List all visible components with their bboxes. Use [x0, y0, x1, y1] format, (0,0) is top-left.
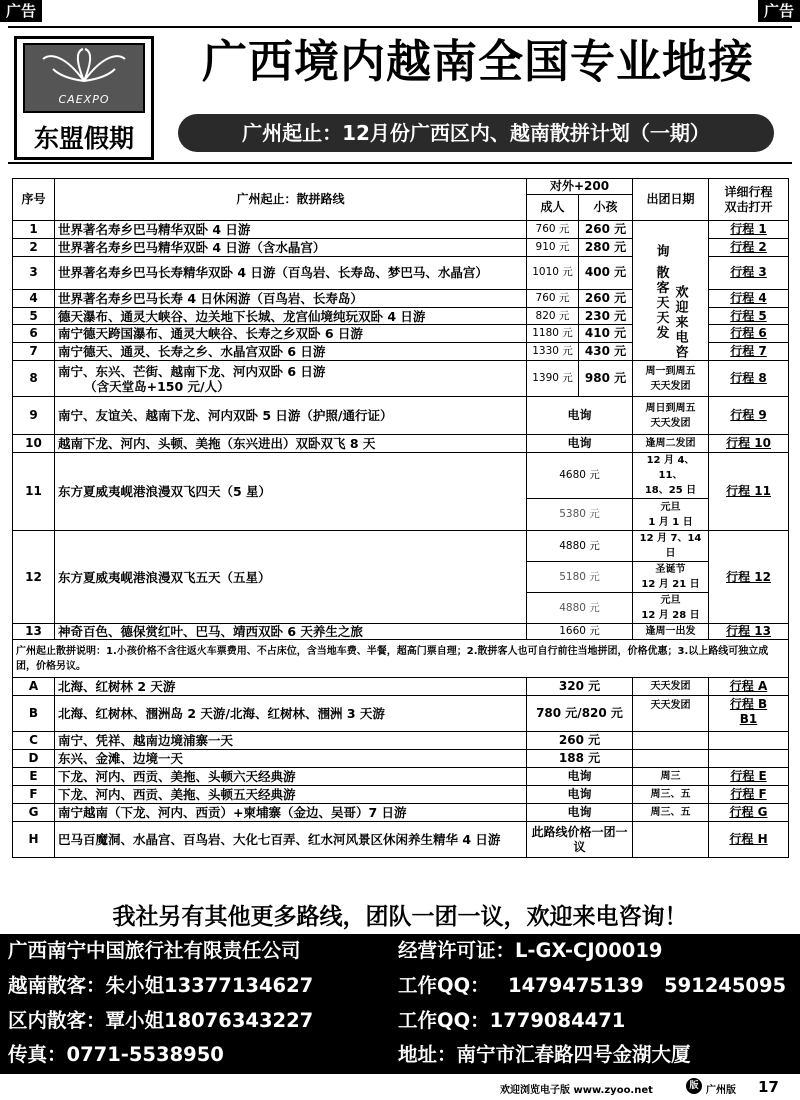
- table-row: [13, 804, 789, 822]
- vn-contact: 越南散客：朱小姐13377134627: [8, 974, 314, 997]
- departure-date: 周一到周五: [645, 365, 696, 377]
- route-price: 电询: [567, 787, 592, 801]
- itinerary-link[interactable]: 行程 1: [730, 221, 767, 236]
- itinerary-link[interactable]: 行程 A: [729, 679, 768, 693]
- route-name: 世界著名寿乡巴马精华双卧 4 日游: [58, 221, 251, 237]
- row-number: 1: [29, 221, 38, 236]
- itinerary-link[interactable]: 行程 E: [730, 769, 767, 783]
- row-number: 9: [29, 408, 38, 422]
- departure-date: 1 月 1 日: [648, 516, 693, 528]
- logo: [14, 36, 154, 160]
- qq1-a[interactable]: 1479475139: [508, 974, 644, 997]
- row-number: 2: [29, 239, 38, 254]
- route-name: 南宁、东兴、芒街、越南下龙、河内双卧 6 日游: [58, 363, 326, 379]
- row-number: 4: [29, 290, 38, 305]
- departure-date: 12 月 4、11、: [646, 455, 695, 481]
- itinerary-link[interactable]: 行程 4: [730, 290, 767, 305]
- header-date: 出团日期: [633, 179, 709, 221]
- adult-price: 760 元: [535, 291, 570, 304]
- fax: 传真：0771-5538950: [8, 1043, 224, 1066]
- itinerary-link[interactable]: 行程 10: [726, 436, 771, 450]
- adult-price: 1390 元: [532, 372, 573, 384]
- departure-date: 日: [665, 548, 676, 559]
- row-number: 13: [25, 624, 42, 638]
- departure-date: 天天发团: [650, 681, 691, 692]
- bottom-bar: [0, 1076, 800, 1100]
- table-row: [13, 221, 789, 239]
- child-price: 410 元: [584, 326, 627, 341]
- emblem-icon: 版: [686, 1078, 702, 1094]
- route-price: 电询: [567, 769, 592, 783]
- itinerary-link[interactable]: 行程 8: [730, 371, 767, 385]
- adult-price: 1010 元: [532, 266, 573, 279]
- itinerary-link[interactable]: 行程 6: [730, 326, 767, 341]
- route-name: 东方夏威夷岘港浪漫双飞四天（5 星）: [58, 484, 272, 499]
- itinerary-link[interactable]: B1: [739, 712, 758, 726]
- table-row: [13, 732, 789, 750]
- departure-date: 12 月 21 日: [641, 579, 700, 590]
- table-row: [13, 750, 789, 768]
- adult-price: 820 元: [535, 309, 570, 322]
- row-number: G: [28, 805, 39, 819]
- route-price: 4680 元: [559, 469, 600, 481]
- itinerary-link[interactable]: 行程 12: [726, 569, 771, 584]
- table-row: [13, 678, 789, 696]
- itinerary-link[interactable]: 行程 G: [729, 805, 768, 819]
- child-price: 260 元: [584, 290, 627, 305]
- table-row: [13, 768, 789, 786]
- route-name: 德天瀑布、通灵大峡谷、边关地下长城、龙宫仙境纯玩双卧 4 日游: [58, 308, 426, 324]
- itinerary-link[interactable]: 行程 7: [730, 344, 767, 359]
- departure-date: 逢周一出发: [645, 626, 696, 637]
- adult-price: 760 元: [535, 222, 570, 235]
- ad-label-left: 广告: [0, 0, 42, 22]
- header: [8, 26, 792, 164]
- address: 地址：南宁市汇春路四号金湖大厦: [398, 1043, 691, 1066]
- adult-price: 1330 元: [532, 345, 573, 358]
- departure-date: 元旦: [660, 501, 681, 513]
- route-name: 南宁、友谊关、越南下龙、河内双卧 5 日游（护照/通行证）: [58, 408, 393, 423]
- route-name: 南宁越南（下龙、河内、西贡）+柬埔寨（金边、吴哥）7 日游: [58, 805, 407, 820]
- local-contact: 区内散客：覃小姐18076343227: [8, 1009, 314, 1032]
- qq1-b[interactable]: 591245095: [664, 974, 787, 997]
- adult-price: 1180 元: [532, 327, 573, 340]
- itinerary-link[interactable]: 行程 11: [726, 484, 771, 498]
- departure-date: 周三、五: [650, 789, 691, 800]
- route-name: 东方夏威夷岘港浪漫双飞五天（五星）: [58, 569, 271, 585]
- table-row: [13, 531, 789, 562]
- header-route: 广州起止：散拼路线: [55, 179, 527, 221]
- footer: [0, 934, 800, 1074]
- row-number: 8: [29, 371, 38, 385]
- table-row: [13, 397, 789, 435]
- departure-date: 12 月 28 日: [641, 610, 700, 621]
- route-price: 5380 元: [559, 508, 600, 520]
- table-row: [13, 435, 789, 453]
- route-name: 南宁、凭祥、越南边境浦寨一天: [58, 733, 234, 748]
- child-price: 280 元: [584, 239, 627, 254]
- more-routes-line: 我社另有其他更多路线，团队一团一议，欢迎来电咨询！: [112, 904, 688, 930]
- qq1-label: 工作QQ：: [398, 974, 490, 997]
- row-number: 5: [29, 308, 38, 323]
- itinerary-link[interactable]: 行程 F: [730, 787, 767, 801]
- route-name: 世界著名寿乡巴马精华双卧 4 日游（含水晶宫）: [58, 239, 326, 255]
- child-price: 430 元: [584, 344, 627, 359]
- route-name: 北海、红树林 2 天游: [58, 679, 176, 694]
- route-price: 4880 元: [559, 539, 600, 552]
- departure-date: 周三: [660, 771, 681, 782]
- row-number: A: [28, 679, 39, 693]
- route-name: 越南下龙、河内、头顿、美拖（东兴进出）双卧双飞 8 天: [58, 436, 376, 451]
- notes-text: 广州起止散拼说明：1.小孩价格不含往返火车票费用、不占床位，含当地车费、半餐，超高门票自理；2.散拼客人也可自行前往当地拼团，价格优惠；3.以上路线可独立成团，价格另议。: [16, 645, 769, 672]
- route-price: 此路线价格一团一议: [531, 824, 628, 854]
- table-row: [13, 822, 789, 858]
- route-name: 北海、红树林、涠洲岛 2 天游/北海、红树林、涠洲 3 天游: [58, 706, 385, 721]
- row-number: E: [29, 769, 38, 783]
- logo-english: CAEXPO: [58, 93, 110, 106]
- header-price-group: 对外+200: [527, 179, 633, 195]
- route-price: 260 元: [558, 733, 601, 747]
- itinerary-link[interactable]: 行程 H: [729, 832, 768, 846]
- route-name: 东兴、金滩、边境一天: [58, 751, 184, 766]
- header-adult: 成人: [527, 195, 579, 221]
- route-name: 南宁德天跨国瀑布、通灵大峡谷、长寿之乡双卧 6 日游: [58, 326, 363, 342]
- table-row: [13, 624, 789, 640]
- route-price: 4880 元: [559, 601, 600, 614]
- page-number: 17: [758, 1078, 779, 1096]
- departure-date: 周日到周五: [645, 402, 696, 414]
- row-number: 6: [29, 326, 38, 341]
- itinerary-link[interactable]: 行程 3: [730, 265, 767, 280]
- route-name: 巴马百魔洞、水晶宫、百鸟岩、大化七百弄、红水河风景区休闲养生精华 4 日游: [58, 832, 501, 847]
- row-number: 3: [29, 265, 38, 280]
- site-link[interactable]: 欢迎浏览电子版 www.zyoo.net: [500, 1085, 653, 1096]
- route-price: 5180 元: [559, 570, 600, 583]
- notes-row: [13, 640, 789, 678]
- departure-note: 天天发团: [650, 417, 691, 429]
- departure-date: 逢周二发团: [645, 438, 696, 449]
- row-number: C: [29, 733, 38, 747]
- itinerary-link[interactable]: 行程 9: [730, 408, 767, 422]
- row-number: B: [28, 706, 39, 720]
- adult-price: 910 元: [535, 240, 570, 253]
- table-row: [13, 696, 789, 732]
- header-no: 序号: [13, 179, 55, 221]
- row-number: 11: [25, 484, 42, 498]
- child-price: 400 元: [584, 265, 627, 280]
- route-price: 320 元: [558, 679, 601, 693]
- edition: 广州版: [706, 1085, 736, 1096]
- route-price: 电询: [567, 408, 592, 422]
- logo-name: 东盟假期: [33, 124, 134, 153]
- license: 经营许可证：L-GX-CJ00019: [398, 939, 663, 962]
- departure-date: 12 月 7、14: [639, 533, 702, 544]
- route-name: 下龙、河内、西贡、美拖、头顿六天经典游: [58, 769, 296, 784]
- header-detail: 详细行程 双击打开: [709, 179, 789, 221]
- ad-label-right: 广告: [758, 0, 800, 22]
- route-name: 世界著名寿乡巴马长寿精华双卧 4 日游（百鸟岩、长寿岛、梦巴马、水晶宫）: [58, 265, 488, 281]
- route-name: 南宁德天、通灵、长寿之乡、水晶宫双卧 6 日游: [58, 344, 326, 360]
- route-name: 下龙、河内、西贡、美拖、头顿五天经典游: [58, 787, 296, 802]
- row-number: 7: [29, 344, 38, 359]
- itinerary-link[interactable]: 行程 5: [730, 308, 767, 323]
- departure-note: 天天发团: [650, 380, 691, 392]
- itinerary-link[interactable]: 行程 2: [730, 239, 767, 254]
- departure-date: 18、25 日: [644, 485, 697, 496]
- subtitle-banner: 广州起止：12月份广西区内、越南散拼计划（一期）: [178, 114, 774, 152]
- route-price: 电询: [567, 805, 592, 819]
- departure-date: 周三、五: [650, 807, 691, 818]
- company-name: 广西南宁中国旅行社有限责任公司: [8, 939, 301, 962]
- table-row: [13, 453, 789, 499]
- logo-emblem: [23, 43, 145, 113]
- route-name: 神奇百色、德保赏红叶、巴马、靖西双卧 6 天养生之旅: [58, 624, 363, 639]
- itinerary-link[interactable]: 行程 13: [726, 624, 771, 638]
- routes-table: [12, 178, 789, 858]
- route-price: 1660 元: [559, 625, 600, 637]
- departure-date: 圣诞节: [655, 564, 686, 575]
- table-row: [13, 361, 789, 397]
- route-name: 世界著名寿乡巴马长寿 4 日休闲游（百鸟岩、长寿岛）: [58, 290, 363, 306]
- child-price: 980 元: [584, 371, 627, 385]
- departure-date: 天天发团: [650, 700, 691, 711]
- route-note: （含天堂岛+150 元/人）: [84, 378, 230, 394]
- route-price: 780 元/820 元: [536, 706, 623, 720]
- qq2[interactable]: 工作QQ：1779084471: [398, 1009, 626, 1032]
- route-price: 电询: [567, 436, 592, 450]
- itinerary-link[interactable]: 行程 B: [729, 697, 768, 711]
- child-price: 260 元: [584, 221, 627, 236]
- row-number: D: [28, 751, 39, 765]
- row-number: F: [29, 787, 38, 801]
- departure-date: 元旦: [660, 595, 681, 606]
- row-number: H: [28, 832, 39, 846]
- table-row: [13, 786, 789, 804]
- row-number: 10: [25, 436, 42, 450]
- route-price: 188 元: [558, 751, 601, 765]
- row-number: 12: [25, 569, 42, 584]
- daily-departure-note: 询 散客天天发 欢迎来电咨: [633, 221, 709, 361]
- child-price: 230 元: [584, 308, 627, 323]
- header-child: 小孩: [579, 195, 633, 221]
- page-title: 广西境内越南全国专业地接: [201, 35, 754, 88]
